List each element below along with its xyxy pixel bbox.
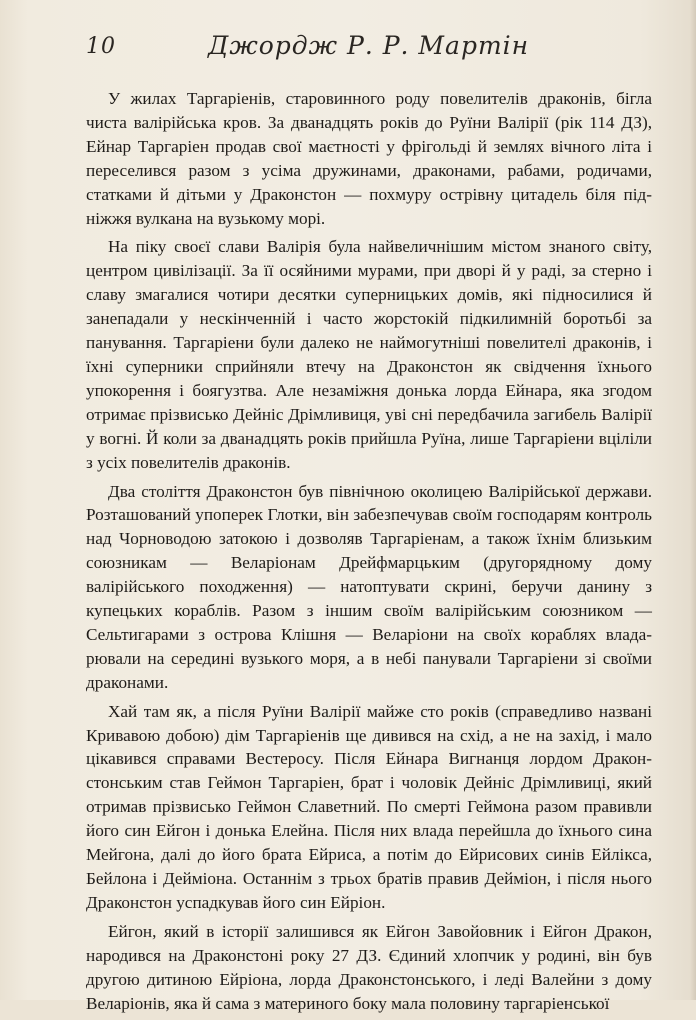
paragraph-3: Два століття Драконстон був північною околицею Валірійської держави. Розташований упоперек Глотки, він забезпечував своїм господарям контроль над Чорноводою затокою і дозволяв Таргаріенам, а також їхнім близьким союзникам — Веларіонам Дрейфмарцьким (другорядному дому валірійського походження) — натоптувати скрині, беручи данину з купецьких кораблів. Разом з іншим своїм валірійським союзником — Сельтигарами з острова Клішня — Веларіони на своїх кораблях владарювали на середині вузького моря, а в небі панували Таргаріени зі своїми драконами.	[86, 481, 652, 692]
paragraph-2: На піку своєї слави Валірія була найвеличнішим містом знаного світу, центром цивілізації. За її осяйними мурами, при дворі й у раді, за стерно і славу змагалися чотири десятки суперницьких домів, які підносилися й занепадали у нескінченній і часто жорстокій підкилимній боротьбі за панування. Таргаріени були далеко не наймогутніші повелителі драконів, і їхні суперники сприйняли втечу на Драконстон як свідчення їхнього упокорення і боягузтва. Але незаміжня донька лорда Ейнара, яка згодом отримає прізвисько Дейніс Дрімливиця, уві сні передбачила загибель Валірії у вогні. Й коли за дванадцять років прийшла Руїна, лише Таргаріени вціліли з усіх повелителів драконів.	[86, 237, 652, 472]
paragraph-1: У жилах Таргаріенів, старовинного роду повелителів драконів, бігла чиста валірійська кров. За дванадцять років до Руїни Валірії (рік 114 ДЗ), Ейнар Таргаріен продав свої маєтності у фрігольді й землях вічного літа і переселився разом з усіма дружинами, драконами, рабами, родичами, статками й дітьми у Драконстон — похмуру острівну цитадель біля підніжжя вулкана на вузькому морі.	[86, 89, 652, 228]
page-number: 10	[86, 34, 116, 59]
running-head-author: Джордж Р. Р. Мартін	[208, 31, 530, 60]
paragraph-4: Хай там як, а після Руїни Валірії майже сто років (справедливо названі Кривавою добою) дім Таргаріенів ще дивився на схід, а не на захід, і мало цікавився справами Вестеросу. Після Ейнара Вигнанця лордом Драконстонським став Геймон Таргаріен, брат і чоловік Дейніс Дрімливиці, який отримав прізвисько Геймон Славетний. По смерті Геймона разом правивли його син Ейгон і донька Елейна. Після них влада перейшла до їхнього сина Мейгона, далі до його брата Ейриса, а потім до Ейрисових синів Ейлікса, Бейлона і Деймiона. Останнім з трьох братів правив Деймiон, і після нього Драконстон успадкував його син Ейріон.	[86, 701, 652, 912]
page-edge-shadow	[690, 0, 696, 1000]
body-text	[86, 87, 652, 1020]
page-header	[86, 31, 646, 74]
paragraph-5: Ейгон, який в історії залишився як Ейгон Завойовник і Ейгон Дракон, народився на Драконстоні року 27 ДЗ. Єдиний хлопчик у родині, він був другою дитиною Ейріона, лорда Драконстонського, і леді Валейни з дому Веларіонів, яка й сама з материного боку мала половину таргаріенської	[86, 921, 652, 1013]
